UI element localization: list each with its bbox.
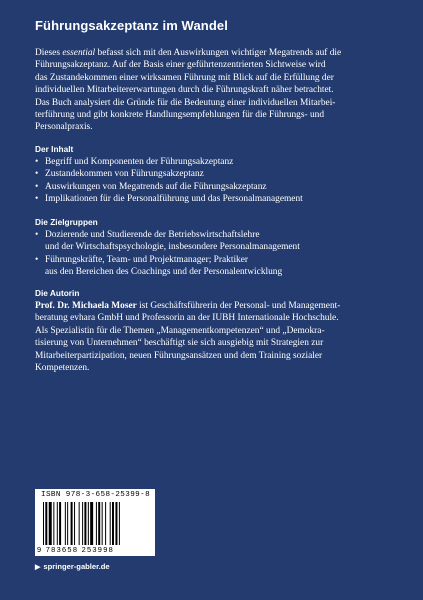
list-item: • Begriff und Komponenten der Führungsakzeptanz [35,157,234,167]
section-heading-inhalt: Der Inhalt [35,144,74,154]
essential-emphasis: essential [62,48,96,58]
description-line: das Zustandekommen einer wirksamen Führung mit Blick auf die Erfüllung der [35,72,334,83]
description-line: Das Buch analysiert die Gründe für die Bedeutung einer individuellen Mitarbei- [35,97,336,108]
publisher-website: ▶ springer-gabler.de [35,562,110,571]
author-bio: Prof. Dr. Michaela Moser ist Geschäftsführerin der Personal- und Management- beratung evhara GmbH und Professorin an der IUBH Internationale Hochschule. Als Spezialistin für die Themen „Managementkompetenzen“ und „Demokra- tisierung von Unternehmen“ beschäftigt sie sich ausgiebig mit Strategien zur Mitarbeiterpartizipation, neuen Führungsansätzen und dem Training sozialer Kompetenzen. [35,301,341,374]
barcode-icon [43,502,149,545]
description-line: Führungsakzeptanz. Auf der Basis einer geführtenzentrierten Sichtweise wird [35,60,326,71]
isbn-barcode [35,489,155,556]
arrow-right-icon: ▶ [35,563,41,571]
description-line: terführung und gibt konkrete Handlungsempfehlungen für die Führungs- und [35,110,325,121]
description-line: individuellen Mitarbeitererwartungen durch die Führungskraft näher betrachtet. [35,85,334,96]
description-line: Personalpraxis. [35,122,93,133]
list-item: • Auswirkungen von Megatrends auf die Führungsakzeptanz [35,181,267,192]
barcode-digits: 9 783658 253998 [37,545,115,554]
section-heading-zielgruppen: Die Zielgruppen [35,217,98,227]
section-heading-autorin: Die Autorin [35,288,80,298]
bullet-icon: • [35,181,39,192]
description-line: Dieses essential befasst sich mit den Auswirkungen wichtiger Megatrends auf die [35,48,342,58]
isbn-text: ISBN 978-3-658-25399-8 [41,491,151,499]
book-description [35,47,387,134]
list-item: • Implikationen für die Personalführung und das Personalmanagement [35,194,303,205]
bullet-icon: • [35,254,39,265]
list-item: • Zustandekommen von Führungsakzeptanz [35,169,204,180]
inhalt-list [35,156,387,206]
zielgruppen-list [35,229,387,279]
bullet-icon: • [35,169,39,180]
bullet-icon: • [35,230,39,240]
list-item: • Führungskräfte, Team- und Projektmanager; Praktiker aus den Bereichen des Coachings und der Personalentwicklung [35,254,283,278]
bullet-icon: • [35,157,39,167]
author-name: Prof. Dr. Michaela Moser [35,301,137,311]
book-title: Führungsakzeptanz im Wandel [35,18,228,33]
bullet-icon: • [35,194,39,205]
list-item: • Dozierende und Studierende der Betriebswirtschaftslehre und der Wirtschaftspsychologie, insbesondere Personalmanagement [35,230,300,253]
